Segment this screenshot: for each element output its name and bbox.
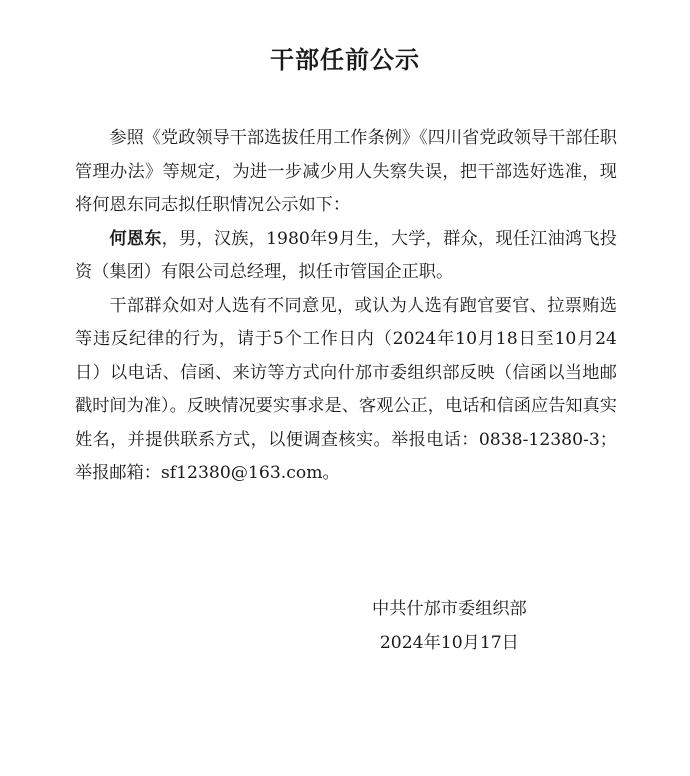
candidate-name: 何恩东 xyxy=(109,228,162,249)
signature-organization: 中共什邡市委组织部 xyxy=(372,599,527,619)
intro-paragraph: 参照《党政领导干部选拔任用工作条例》《四川省党政领导干部任职管理办法》等规定，为进一步减少用人失察失误，把干部选好选准，现将何恩东同志拟任职情况公示如下： xyxy=(75,128,617,215)
signature-date: 2024年10月17日 xyxy=(379,633,519,653)
page-title: 干部任前公示 xyxy=(270,46,420,74)
candidate-info: ，男，汉族，1980年9月生，大学，群众，现任江油鸿飞投资（集团）有限公司总经理，拟任市管国企正职。 xyxy=(75,228,617,282)
notice-body xyxy=(75,122,617,491)
candidate-paragraph xyxy=(75,223,617,290)
feedback-paragraph: 干部群众如对人选有不同意见，或认为人选有跑官要官、拉票贿选等违反纪律的行为，请于5个工作日内（2024年10月18日至10月24日）以电话、信函、来访等方式向什邡市委组织部反映（信函以当地邮戳时间为准）。反映情况要实事求是、客观公正，电话和信函应告知真实姓名，并提供联系方式，以便调查核实。举报电话：0838-12380-3；举报邮箱：sf12380@163.com。 xyxy=(75,295,617,483)
signature-block xyxy=(372,592,527,660)
